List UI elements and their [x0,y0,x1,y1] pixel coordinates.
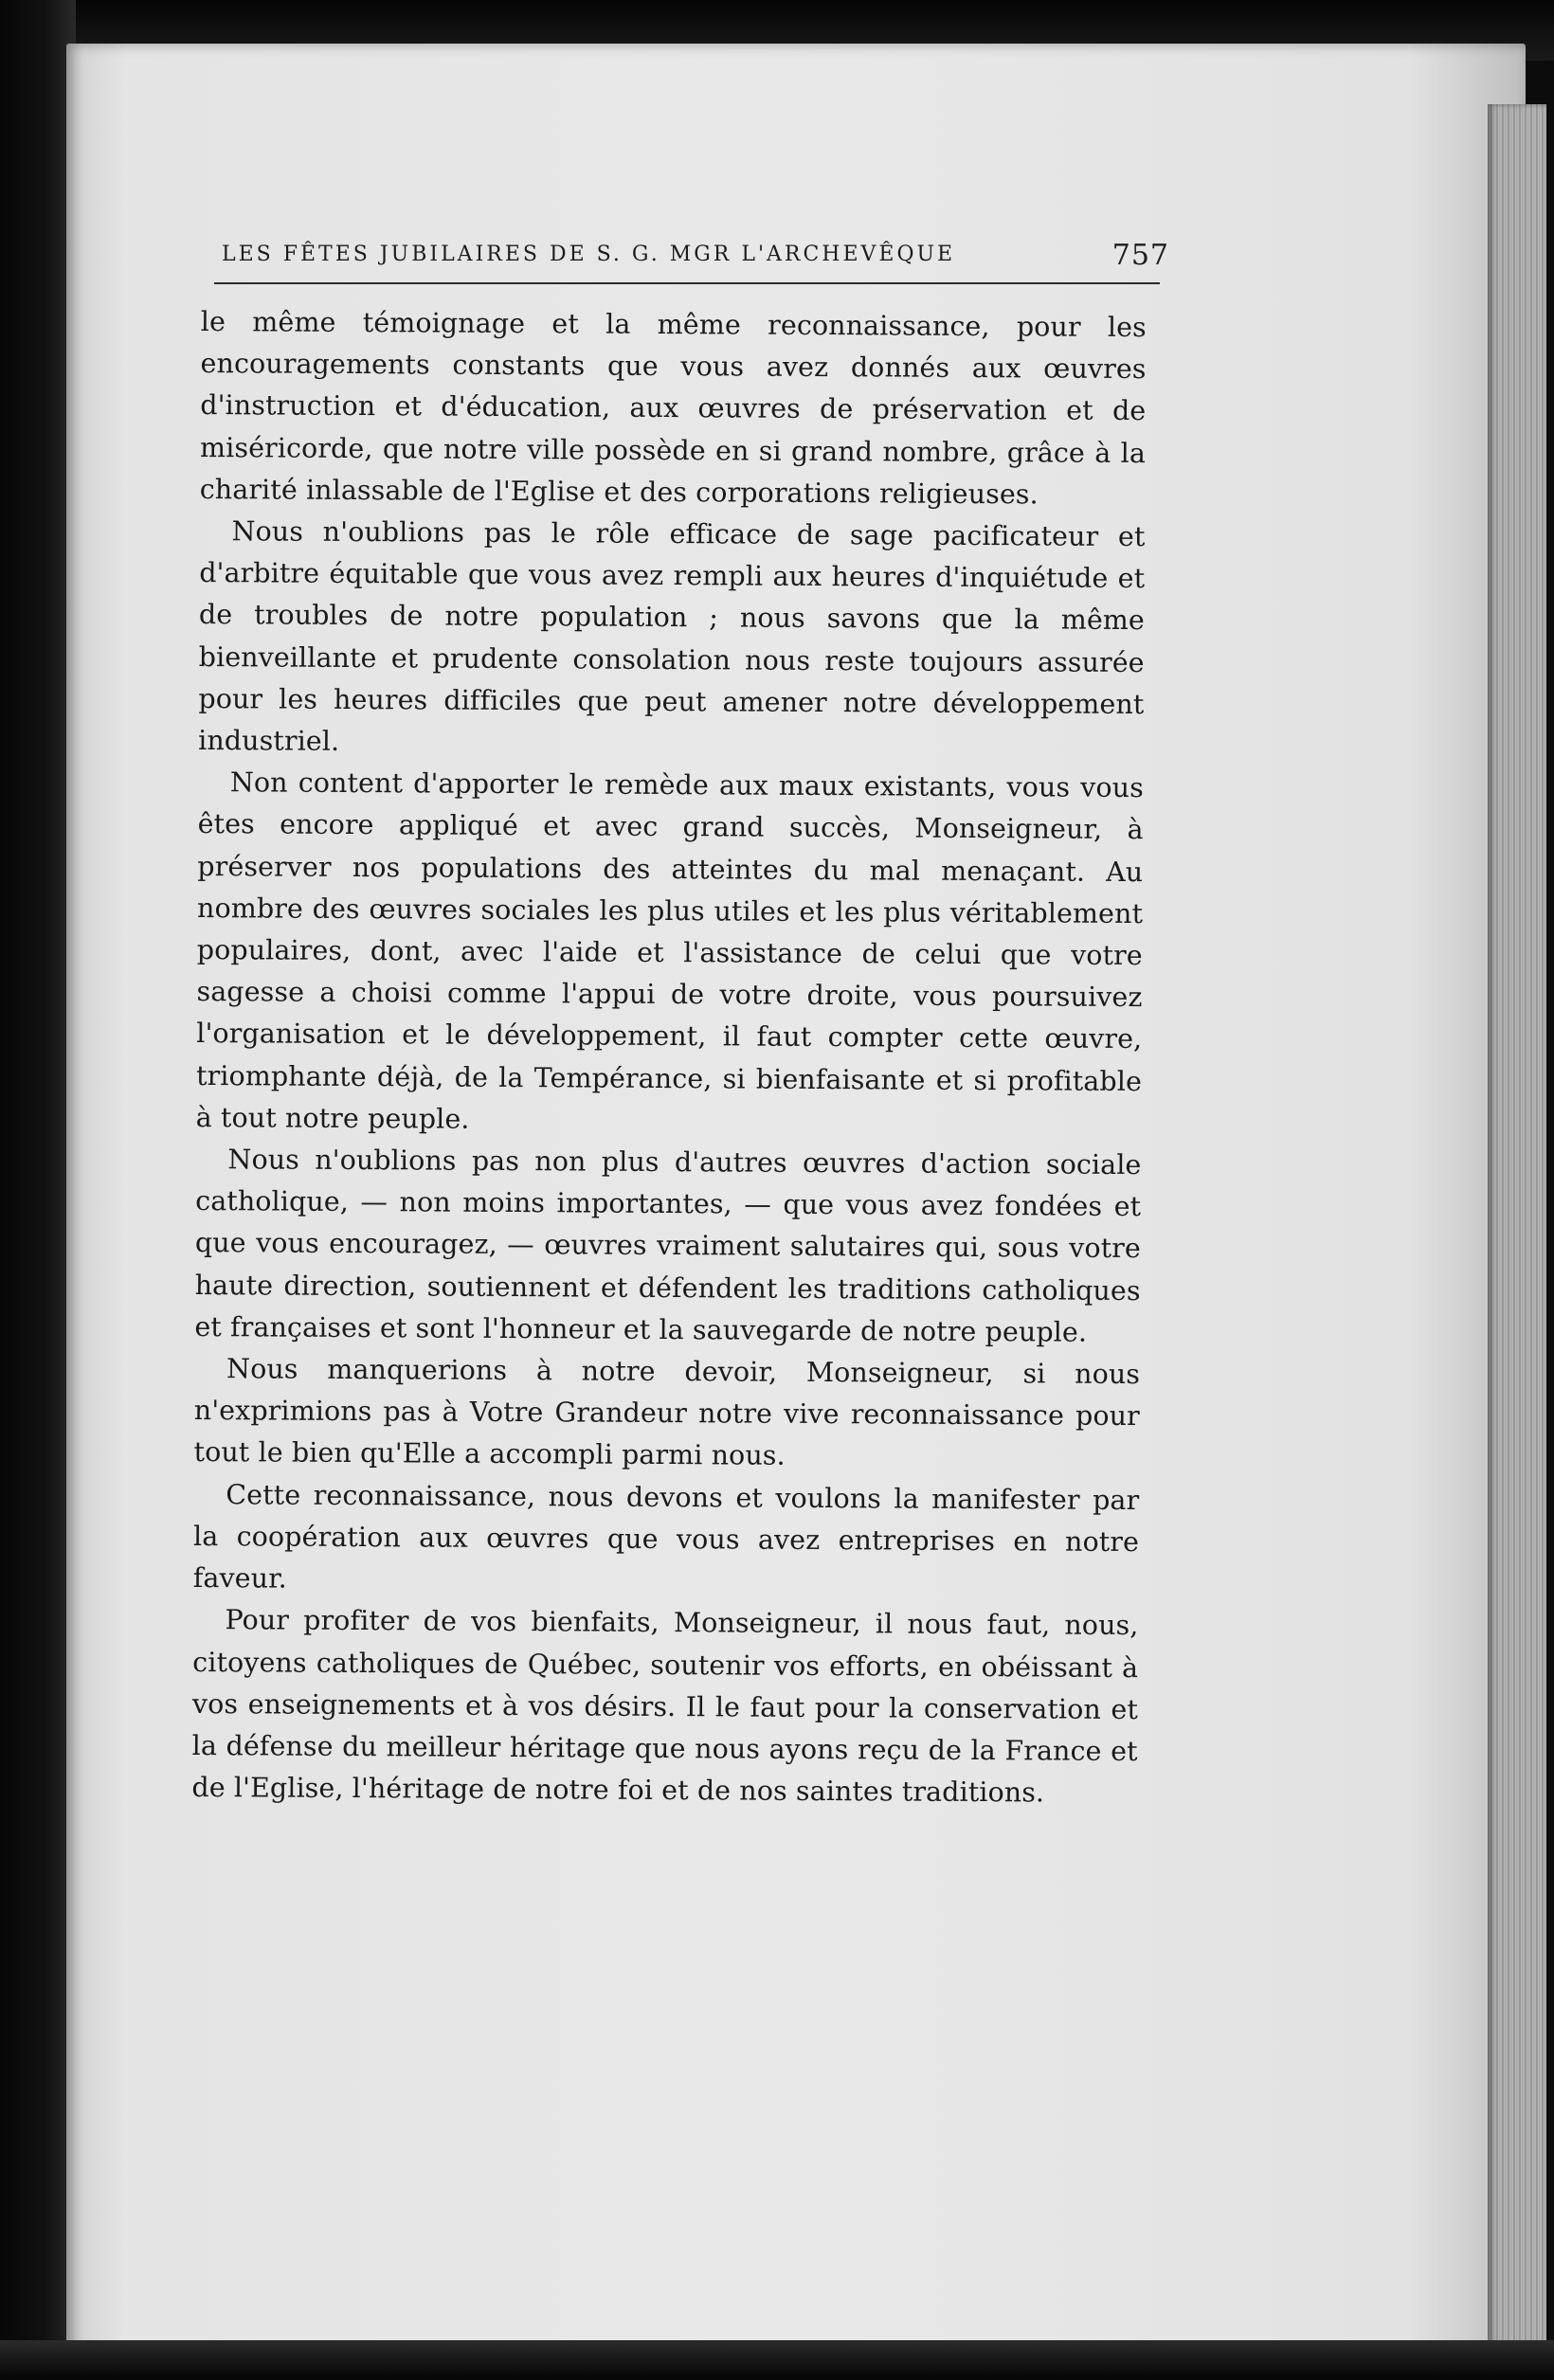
page-header [222,239,1169,272]
paragraph-5: Nous manquerions à notre devoir, Monseigneur, si nous n'exprimions pas à Votre Grandeur notre vive reconnaissance pour tout le bien qu'Elle a accompli parmi nous. [193,1353,1141,1472]
paragraph-4: Nous n'oublions pas non plus d'autres œuvres d'action sociale catholique, — non moins importantes, — que vous avez fondées et que vous encouragez, — œuvres vraiment salutaires qui, sous votre haute direction, soutiennent et défendent les traditions catholiques et françaises et sont l'honneur et la sauvegarde de notre peuple. [194,1144,1142,1348]
book-gutter [0,0,76,2380]
paragraph-1: le même témoignage et la même reconnaissance, pour les encouragements constants que vous avez donnés aux œuvres d'instruction et d'éducation, aux œuvres de préservation et de miséricorde, que notre ville possède en si grand nombre, grâce à la charité inlassable de l'Eglise et des corporations religieuses. [199,305,1147,511]
paragraph-7: Pour profiter de vos bienfaits, Monseigneur, il nous faut, nous, citoyens catholiques de Québec, soutenir vos efforts, en obéissant à vos enseignements et à vos désirs. Il le faut pour la conservation et la défense du meilleur héritage que nous ayons reçu de la France et de l'Eglise, l'héritage de notre foi et de nos saintes traditions. [191,1604,1139,1809]
header-rule [214,282,1160,284]
body-text [191,301,1147,1814]
bottom-scan-border [0,2340,1554,2380]
paragraph-6: Cette reconnaissance, nous devons et voulons la manifester par la coopération aux œuvres que vous avez entreprises en notre faveur. [192,1478,1140,1595]
running-title: LES FÊTES JUBILAIRES DE S. G. MGR L'ARCHEVÊQUE [222,243,956,266]
paragraph-3: Non content d'apporter le remède aux maux existants, vous vous êtes encore appliqué et avec grand succès, Monseigneur, à préserver nos populations des atteintes du mal menaçant. Au nombre des œuvres sociales les plus utiles et les plus véritablement populaires, dont, avec l'aide et l'assistance de celui que votre sagesse a choisi comme l'appui de votre droite, vous poursuivez l'organisation et le développement, il faut compter cette œuvre, triomphante déjà, de la Tempérance, si bienfaisante et si profitable à tout notre peuple. [195,766,1144,1135]
page-edges-stack [1488,104,1546,2369]
page-number: 757 [1111,239,1169,272]
paragraph-2: Nous n'oublions pas le rôle efficace de sage pacificateur et d'arbitre équitable que vous avez rempli aux heures d'inquiétude et de troubles de notre population ; nous savons que la même bienveillante et prudente consolation nous reste toujours assurée pour les heures difficiles que peut amener notre développement industriel. [198,515,1146,757]
